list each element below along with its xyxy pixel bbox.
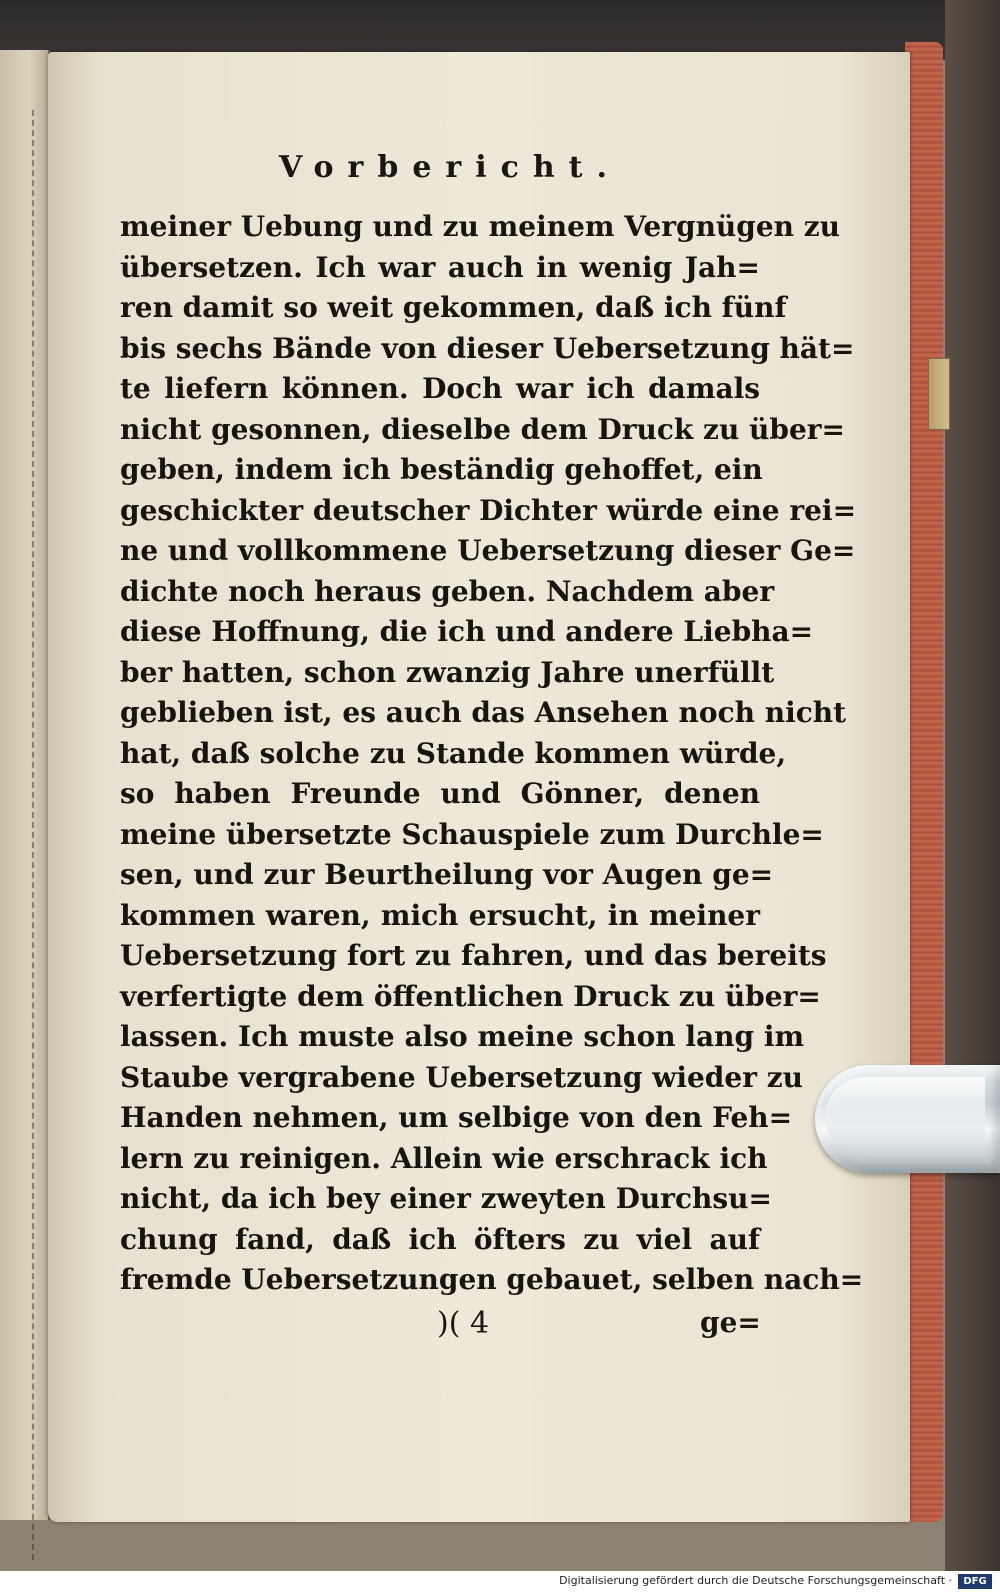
text-line: kommen waren, mich ersucht, in meiner [120,898,760,932]
text-line: fremde Uebersetzungen gebauet, selben nach= [120,1263,864,1296]
text-line: meiner Uebung und zu meinem Vergnügen zu [120,210,841,243]
signature-mark: )( 4 [437,1306,490,1341]
text-line: chung fand, daß ich öfters zu viel auf [120,1222,760,1256]
text-line: ne und vollkommene Uebersetzung dieser Ge= [120,534,856,567]
facing-page-edge [0,50,50,1520]
text-line: meine übersetzte Schauspiele zum Durchle= [120,817,824,851]
funding-credit: Digitalisierung gefördert durch die Deutsche Forschungsgemeinschaft · [559,1574,952,1587]
text-line: so haben Freunde und Gönner, denen [120,777,760,810]
catchword: ge= [700,1306,761,1339]
text-line: Staube vergrabene Uebersetzung wieder zu [120,1060,803,1094]
running-header: Vorbericht. [279,150,621,185]
glass-highlight [825,1077,985,1157]
text-line: te liefern können. Doch war ich damals [120,372,760,405]
text-line: ber hatten, schon zwanzig Jahre unerfüllt [120,655,775,689]
binding-stitches [32,110,44,1560]
body-text [120,207,864,1301]
text-line: Handen nehmen, um selbige von den Feh= [120,1101,793,1134]
glass-page-weight [815,1065,1000,1173]
text-line: diese Hoffnung, die ich und andere Liebha= [120,615,814,648]
text-line: hat, daß solche zu Stande kommen würde, [120,736,787,770]
background-right [945,0,1000,1593]
text-line: ren damit so weit gekommen, daß ich fünf [120,291,787,324]
text-line: dichte noch heraus geben. Nachdem aber [120,574,775,608]
text-line: geben, indem ich beständig gehoffet, ein [120,453,763,486]
text-line: geblieben ist, es auch das Ansehen noch nicht [120,696,847,729]
text-line: bis sechs Bände von dieser Uebersetzung hät= [120,331,855,365]
text-line: übersetzen. Ich war auch in wenig Jah= [120,250,760,284]
text-line: nicht gesonnen, dieselbe dem Druck zu über= [120,412,846,446]
text-line: lern zu reinigen. Allein wie erschrack ich [120,1141,768,1175]
text-line: Uebersetzung fort zu fahren, und das bereits [120,939,827,972]
text-line: verfertigte dem öffentlichen Druck zu über= [120,979,821,1013]
text-line: lassen. Ich muste also meine schon lang im [120,1020,805,1053]
bookmark-tab [928,358,950,430]
text-line: geschickter deutscher Dichter würde eine rei= [120,493,857,527]
background-top [0,0,1000,60]
text-line: sen, und zur Beurtheilung vor Augen ge= [120,858,774,891]
footer-bar [0,1571,1000,1593]
dfg-logo-icon: DFG [958,1574,992,1589]
text-line: nicht, da ich bey einer zweyten Durchsu= [120,1182,772,1215]
page-block-edge [905,42,943,1522]
